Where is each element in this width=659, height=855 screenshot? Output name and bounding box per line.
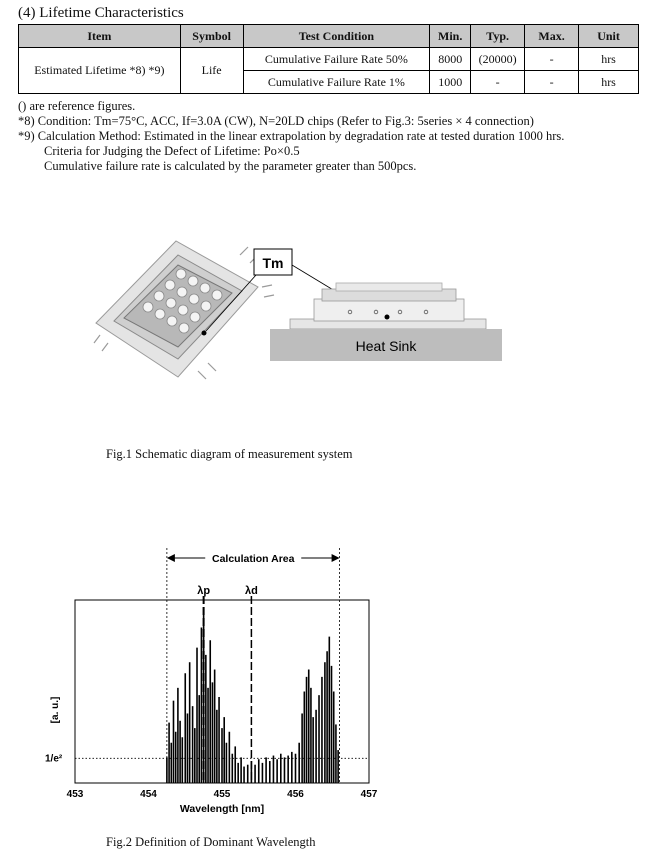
- lifetime-table: [18, 24, 639, 94]
- calc-area-label: Calculation Area: [212, 553, 295, 565]
- fig2-chart: [40, 540, 380, 820]
- header-min: Min.: [430, 25, 471, 48]
- cell-unit: hrs: [579, 71, 639, 94]
- section-title: (4) Lifetime Characteristics: [18, 5, 184, 21]
- cell-typ: (20000): [471, 48, 525, 71]
- calc-area-arrowhead-left: [167, 554, 175, 562]
- side-view-drawing: [290, 283, 486, 329]
- cell-item: Estimated Lifetime *8) *9): [19, 48, 181, 94]
- note-8: *8) Condition: Tm=75°C, ACC, If=3.0A (CW), N=20LD chips (Refer to Fig.3: 5series × 4 connection): [18, 114, 534, 128]
- cell-condition: Cumulative Failure Rate 1%: [243, 71, 430, 94]
- lambda-p-label: λp: [197, 585, 211, 597]
- cell-max: -: [525, 71, 579, 94]
- fig2-caption: Fig.2 Definition of Dominant Wavelength: [106, 835, 316, 849]
- fig1-schematic: [90, 225, 520, 390]
- laser-package-image: [94, 241, 274, 379]
- note-criteria: Criteria for Judging the Defect of Lifetime: Po×0.5: [44, 144, 300, 158]
- x-tick-label: 457: [360, 789, 378, 800]
- cell-unit: hrs: [579, 48, 639, 71]
- cell-typ: -: [471, 71, 525, 94]
- table-header-row: [19, 25, 639, 48]
- threshold-label: 1/e²: [45, 753, 63, 765]
- x-tick-label: 456: [287, 789, 304, 800]
- x-tick-label: 453: [66, 789, 84, 800]
- x-tick-label: 455: [213, 789, 231, 800]
- header-test-condition: Test Condition: [243, 25, 430, 48]
- cell-min: 1000: [430, 71, 471, 94]
- tm-label: Tm: [262, 255, 284, 271]
- cell-condition: Cumulative Failure Rate 50%: [243, 48, 430, 71]
- note-reference: () are reference figures.: [18, 99, 136, 113]
- x-tick-labels: [67, 789, 378, 800]
- header-typ: Typ.: [471, 25, 525, 48]
- cell-symbol: Life: [180, 48, 243, 94]
- x-axis-label: Wavelength [nm]: [179, 803, 265, 815]
- lambda-d-label: λd: [244, 585, 258, 597]
- calc-area-arrowhead-right: [332, 554, 340, 562]
- cell-min: 8000: [430, 48, 471, 71]
- header-item: Item: [19, 25, 181, 48]
- table-row: [19, 48, 639, 71]
- fig1-caption: Fig.1 Schematic diagram of measurement system: [106, 447, 353, 461]
- header-unit: Unit: [579, 25, 639, 48]
- notes: [18, 99, 564, 174]
- x-tick-label: 454: [140, 789, 157, 800]
- header-symbol: Symbol: [180, 25, 243, 48]
- heat-sink-label: Heat Sink: [355, 338, 417, 354]
- note-9: *9) Calculation Method: Estimated in the linear extrapolation by degradation rate at tested duration 1000 hrs.: [18, 129, 565, 143]
- cell-max: -: [525, 48, 579, 71]
- spectrum-peaks: [167, 607, 338, 783]
- note-cumulative: Cumulative failure rate is calculated by the parameter greater than 500pcs.: [44, 159, 417, 173]
- y-axis-label: [a. u.]: [50, 696, 61, 724]
- header-max: Max.: [525, 25, 579, 48]
